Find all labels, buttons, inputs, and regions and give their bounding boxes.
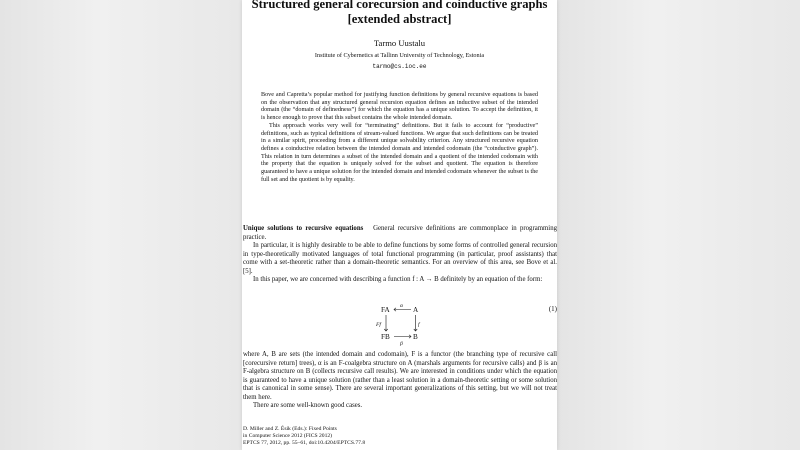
section-heading: Unique solutions to recursive equations <box>243 225 364 232</box>
diagram-node-fa: FA <box>381 306 390 314</box>
section-body <box>243 225 557 285</box>
diagram-node-a: A <box>413 306 419 314</box>
abstract-paragraph-2: This approach works very well for “terminating” definitions. But it fails to account for “productive” definitions, such as typical definitions of stream-valued functions. We argue that such definitions can be treated in a similar spirit, proceeding from a different unique solvability criterion. Any structured recursive equation defines a coinductive relation between the intended domain and intended codomain (the “coinductive graph”). This relation in turn determines a subset of the intended domain and a quotient of the intended codomain with the property that the equation is uniquely solved for the subset and quotient. The equation is therefore guaranteed to have a unique solution for the intended domain and intended codomain whenever the subset is the full set and the quotient is by equality. <box>261 122 538 183</box>
diagram-label-ff: Ff <box>376 322 381 328</box>
blurred-background-left <box>0 0 242 450</box>
diagram-label-f: f <box>418 322 420 328</box>
footer-line-2: in Computer Science 2012 (FICS 2012) <box>243 433 333 439</box>
title-line-2: [extended abstract] <box>347 12 452 26</box>
abstract-paragraph-1: Bove and Capretta’s popular method for justifying function definitions by general recursive equations is based on the observation that any structured general recursion equation defines an inductive subset of the intended domain (the “domain of definedness”) for which the equation has a unique solution. To accept the definition, it is hence enough to prove that this subset contains the whole intended domain. <box>261 92 538 122</box>
diagram-node-fb: FB <box>381 333 390 341</box>
author-affiliation: Institute of Cybernetics at Tallinn University of Technology, Estonia <box>314 52 485 59</box>
commutative-diagram <box>242 301 557 349</box>
diagram-label-alpha: α <box>400 303 403 309</box>
section-paragraph-1: General recursive definitions are commonplace in programming practice. <box>243 225 557 241</box>
footer-line-3: EPTCS 77, 2012, pp. 55–61, doi:10.4204/EPTCS.77.8 <box>243 440 366 446</box>
section-paragraph-3: In this paper, we are concerned with describing a function f : A → B definitely by an equation of the form: <box>253 276 543 284</box>
publication-footer <box>243 426 365 447</box>
blurred-background-right <box>557 0 800 450</box>
section-paragraph-2: In particular, it is highly desirable to be able to define functions by some forms of controlled general recursion in type-theoretically motivated languages of total functional programming (in particular, proof assistants) that come with a set-theoretic rather than a domain-theoretic semantics. For an overview of this area, see Bove et al. [5]. <box>243 242 557 275</box>
section-paragraph-5: There are some well-known good cases. <box>253 402 363 409</box>
paper-title <box>242 0 557 27</box>
section-paragraph-4: where A, B are sets (the intended domain and codomain), F is a functor (the branching type of recursive call [corecursive return] trees), α is an F-coalgebra structure on A (marshals arguments for recursive calls) and β is an F-algebra structure on B (collects recursive call results). We are interested in conditions under which the equation is guaranteed to have a unique solution (rather than a least solution in a domain-theoretic setting or some solution that is canonical in some sense). There are several important generalizations of this setting, but we will not treat them here. <box>243 351 557 401</box>
author-email: tarmo@cs.ioc.ee <box>372 63 427 70</box>
title-line-1: Structured general corecursion and coinductive graphs <box>251 0 548 11</box>
diagram-node-b: B <box>413 333 418 341</box>
author-name: Tarmo Uustalu <box>373 38 426 48</box>
section-body-continued <box>243 351 557 411</box>
diagram-label-beta: β <box>400 341 403 347</box>
abstract <box>261 92 538 184</box>
footer-line-1: D. Miller and Z. Ésik (Eds.): Fixed Points <box>243 426 337 432</box>
section-first-paragraph <box>243 225 557 242</box>
paper-page <box>242 0 557 450</box>
equation-number: (1) <box>548 305 557 313</box>
